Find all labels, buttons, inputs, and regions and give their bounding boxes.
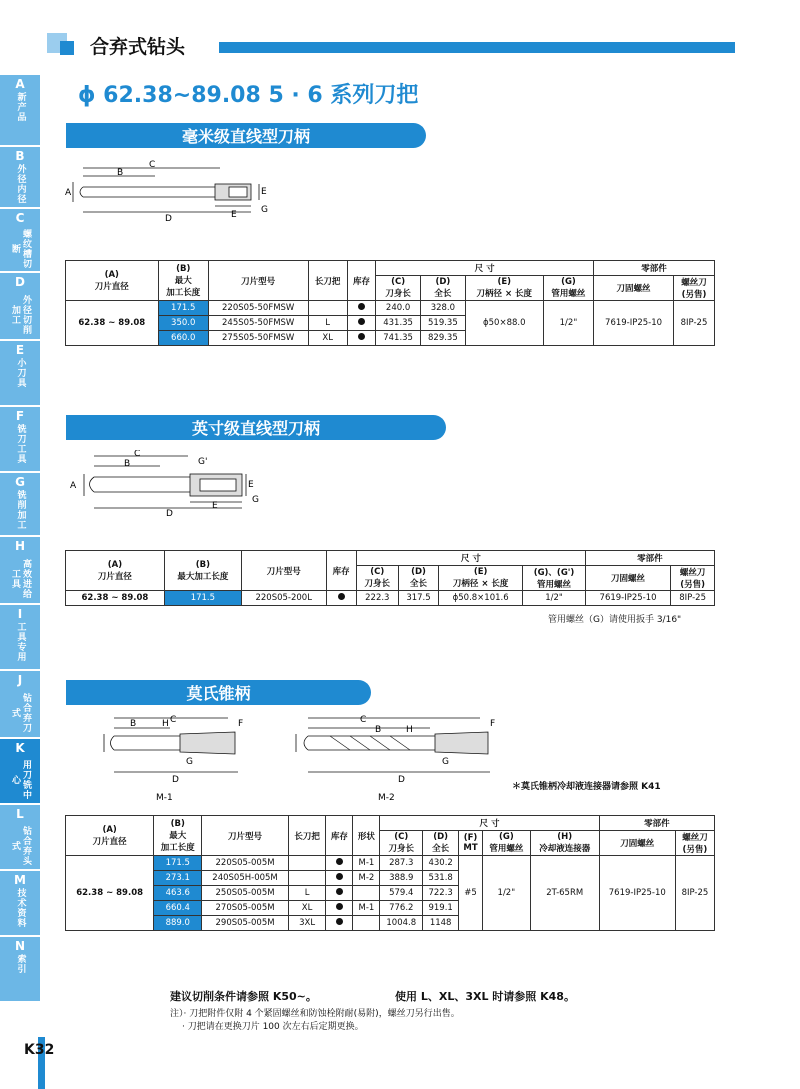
cell-type: XL xyxy=(288,901,326,916)
col-maxlen: (B) 最大 加工长度 xyxy=(158,261,208,301)
dim-b-label: B xyxy=(130,719,137,729)
cell-b: 350.0 xyxy=(158,316,208,331)
cell-d: 829.35 xyxy=(420,331,465,346)
col-e: (E) 刀柄径 × 长度 xyxy=(439,566,523,591)
cell-h: 2T-65RM xyxy=(530,856,599,931)
dim-c-label: C xyxy=(134,450,141,459)
cell-d: 519.35 xyxy=(420,316,465,331)
tab-letter: L xyxy=(16,807,24,821)
tab-letter: D xyxy=(15,275,25,289)
tab-letter: A xyxy=(15,77,25,91)
col-stock: 库存 xyxy=(326,816,353,856)
dim-d-label: D xyxy=(166,509,173,519)
cell-c: 741.35 xyxy=(376,331,421,346)
footer-cutting-ref: 建议切削条件请参照 K50~。 xyxy=(170,990,317,1003)
cell-dia: 62.38 ~ 89.08 xyxy=(66,301,159,346)
col-model: 刀片型号 xyxy=(241,551,326,591)
dim-h-label: H xyxy=(162,719,169,729)
cell-type xyxy=(308,301,347,316)
dim-b-label: B xyxy=(124,459,131,469)
stock-dot-icon xyxy=(336,903,343,910)
series-title: ϕ 62.38~89.08 5 · 6 系列刀把 xyxy=(78,83,419,108)
cell-screw: 7619-IP25-10 xyxy=(594,301,674,346)
tab-letter: M xyxy=(14,873,26,887)
dim-f-label: F xyxy=(490,719,496,729)
tab-letter: G xyxy=(15,475,25,489)
tab-f[interactable] xyxy=(0,407,40,473)
col-screw: 刀固螺丝 xyxy=(585,566,670,591)
tab-label: 用刀铣中心 xyxy=(10,759,31,800)
col-dia: (A) 刀片直径 xyxy=(66,551,165,591)
cell-c: 240.0 xyxy=(376,301,421,316)
dim-e-label: E xyxy=(212,501,218,511)
footer-note-2: · 刀把请在更换刀片 100 次左右后定期更换。 xyxy=(182,1022,364,1032)
cell-type: XL xyxy=(308,331,347,346)
col-shape: 形状 xyxy=(353,816,380,856)
cell-f: #5 xyxy=(459,856,483,931)
dim-f-label: F xyxy=(238,719,244,729)
col-size: 尺 寸 xyxy=(380,816,599,831)
cell-stock xyxy=(347,301,375,316)
cell-b: 171.5 xyxy=(164,591,241,606)
tab-n[interactable] xyxy=(0,937,40,1003)
dim-gp-label: G' xyxy=(198,457,208,467)
tab-h[interactable] xyxy=(0,537,40,605)
cell-stock xyxy=(326,901,353,916)
mm-spec-table xyxy=(65,260,715,346)
cell-dia: 62.38 ~ 89.08 xyxy=(66,856,154,931)
tab-label: 螺纹槽切断 xyxy=(10,228,31,269)
col-c: (C) 刀身长 xyxy=(380,831,423,856)
page-number: K32 xyxy=(24,1042,55,1058)
dim-h-label: H xyxy=(406,725,413,735)
dim-b-label: B xyxy=(117,168,124,178)
cell-type: 3XL xyxy=(288,916,326,931)
dim-e-label: E xyxy=(231,210,237,220)
cell-wrench: 8IP-25 xyxy=(675,856,714,931)
cell-screw: 7619-IP25-10 xyxy=(585,591,670,606)
m1-label: M-1 xyxy=(156,793,173,803)
cell-model: 270S05-005M xyxy=(202,901,289,916)
tab-g[interactable] xyxy=(0,473,40,537)
col-wrench: 螺丝刀 (另售) xyxy=(675,831,714,856)
inch-straight-shank-diagram xyxy=(70,450,270,522)
cell-c: 287.3 xyxy=(380,856,423,871)
morse-spec-table xyxy=(65,815,715,931)
col-parts: 零部件 xyxy=(585,551,714,566)
inch-spec-table xyxy=(65,550,715,606)
cell-b: 171.5 xyxy=(154,856,202,871)
cell-d: 328.0 xyxy=(420,301,465,316)
stock-dot-icon xyxy=(338,593,345,600)
tab-letter: I xyxy=(17,607,23,621)
tab-letter: F xyxy=(15,409,25,423)
col-type: 长刀把 xyxy=(308,261,347,301)
cell-b: 463.6 xyxy=(154,886,202,901)
tab-label: 技术资料 xyxy=(15,888,26,928)
cell-type xyxy=(288,856,326,871)
tab-letter: E xyxy=(15,343,25,357)
stock-dot-icon xyxy=(336,888,343,895)
header-bar xyxy=(219,42,735,53)
tab-k[interactable] xyxy=(0,739,40,805)
cell-b: 660.4 xyxy=(154,901,202,916)
col-parts: 零部件 xyxy=(599,816,714,831)
cell-shape xyxy=(353,886,380,901)
tab-m[interactable] xyxy=(0,871,40,937)
tab-letter: B xyxy=(15,149,25,163)
page-title: 合弃式钻头 xyxy=(90,36,186,58)
cell-type: L xyxy=(288,886,326,901)
cell-stock xyxy=(326,591,356,606)
tab-letter: J xyxy=(17,673,23,687)
cell-c: 1004.8 xyxy=(380,916,423,931)
cell-wrench: 8IP-25 xyxy=(674,301,715,346)
footer-length-ref: 使用 L、XL、3XL 时请参照 K48。 xyxy=(395,990,575,1003)
inch-table-note: 管用螺丝（G）请使用扳手 3/16" xyxy=(548,615,682,625)
cell-shape: M-1 xyxy=(353,856,380,871)
col-wrench: 螺丝刀 (另售) xyxy=(671,566,715,591)
cell-model: 275S05-50FMSW xyxy=(208,331,308,346)
tab-j[interactable] xyxy=(0,671,40,739)
col-type: 长刀把 xyxy=(288,816,326,856)
dim-c-label: C xyxy=(149,160,156,170)
cell-type: L xyxy=(308,316,347,331)
dim-g-label: G xyxy=(442,757,449,767)
cell-d: 722.3 xyxy=(423,886,459,901)
tab-label: 索引 xyxy=(15,954,26,974)
col-f: (F) MT xyxy=(459,831,483,856)
col-maxlen: (B) 最大 加工长度 xyxy=(154,816,202,856)
col-d: (D) 全长 xyxy=(420,276,465,301)
col-wrench: 螺丝刀 (另售) xyxy=(674,276,715,301)
cell-model: 250S05-005M xyxy=(202,886,289,901)
cell-stock xyxy=(347,316,375,331)
col-stock: 库存 xyxy=(347,261,375,301)
cell-stock xyxy=(326,916,353,931)
stock-dot-icon xyxy=(358,333,365,340)
tab-l[interactable] xyxy=(0,805,40,871)
header-square-dark xyxy=(60,41,74,55)
dim-b-label: B xyxy=(375,725,382,735)
dim-d-label: D xyxy=(398,775,405,785)
cell-c: 222.3 xyxy=(356,591,398,606)
col-screw: 刀固螺丝 xyxy=(594,276,674,301)
dim-e2-label: E xyxy=(248,480,254,490)
dim-c-label: C xyxy=(360,715,367,725)
tab-letter: H xyxy=(14,539,26,553)
cell-d: 430.2 xyxy=(423,856,459,871)
tab-label: 钻合弃刀式 xyxy=(10,692,31,733)
col-e: (E) 刀柄径 × 长度 xyxy=(465,276,543,301)
tab-letter: N xyxy=(14,939,26,953)
cell-model: 220S05-50FMSW xyxy=(208,301,308,316)
morse-note: ＊莫氏锥柄冷却液连接器请参照 K41 xyxy=(512,782,661,792)
cell-stock xyxy=(326,871,353,886)
col-c: (C) 刀身长 xyxy=(376,276,421,301)
cell-stock xyxy=(326,856,353,871)
tab-label: 外径切削加工 xyxy=(10,294,31,335)
dim-a-label: A xyxy=(65,188,72,198)
col-g: (G)、(G') 管用螺丝 xyxy=(523,566,586,591)
tab-label: 外径内径 xyxy=(15,164,26,204)
col-model: 刀片型号 xyxy=(202,816,289,856)
cell-stock xyxy=(326,886,353,901)
morse-m2-diagram xyxy=(290,712,500,804)
tab-a[interactable] xyxy=(0,75,40,147)
tab-label: 钻合弃头式 xyxy=(10,825,31,866)
cell-model: 220S05-200L xyxy=(241,591,326,606)
col-model: 刀片型号 xyxy=(208,261,308,301)
dim-d-label: D xyxy=(165,214,172,222)
cell-model: 220S05-005M xyxy=(202,856,289,871)
stock-dot-icon xyxy=(336,918,343,925)
section-banner-mm: 毫米级直线型刀柄 xyxy=(66,123,426,148)
col-g: (G) 管用螺丝 xyxy=(543,276,593,301)
col-maxlen: (B) 最大加工长度 xyxy=(164,551,241,591)
col-size: 尺 寸 xyxy=(376,261,594,276)
cell-screw: 7619-IP25-10 xyxy=(599,856,675,931)
col-g: (G) 管用螺丝 xyxy=(482,831,530,856)
tab-label: 小刀具 xyxy=(15,358,26,388)
tab-label: 工具专用 xyxy=(15,622,26,662)
tab-letter: K xyxy=(15,741,25,755)
cell-shape xyxy=(353,916,380,931)
cell-c: 579.4 xyxy=(380,886,423,901)
section-banner-inch: 英寸级直线型刀柄 xyxy=(66,415,446,440)
tab-letter: C xyxy=(15,211,25,225)
tab-label: 新产品 xyxy=(15,92,26,122)
cell-g: 1/2" xyxy=(523,591,586,606)
cell-d: 919.1 xyxy=(423,901,459,916)
cell-c: 776.2 xyxy=(380,901,423,916)
cell-wrench: 8IP-25 xyxy=(671,591,715,606)
dim-g-label: G xyxy=(252,495,259,505)
tab-label: 铣刀工具 xyxy=(15,424,26,464)
cell-g: 1/2" xyxy=(543,301,593,346)
dim-a-label: A xyxy=(70,481,77,491)
tab-label: 高效进给工具 xyxy=(10,558,31,599)
cell-b: 273.1 xyxy=(154,871,202,886)
col-d: (D) 全长 xyxy=(398,566,438,591)
cell-dia: 62.38 ~ 89.08 xyxy=(66,591,165,606)
col-c: (C) 刀身长 xyxy=(356,566,398,591)
col-h: (H) 冷却液连接器 xyxy=(530,831,599,856)
col-dia: (A) 刀片直径 xyxy=(66,261,159,301)
cell-type xyxy=(288,871,326,886)
dim-g-label: G xyxy=(186,757,193,767)
tab-e[interactable] xyxy=(0,341,40,407)
footer-note-1: 注）· 刀把附件仅附 4 个紧固螺丝和防蚀栓附耐(易附)，螺丝刀另行出售。 xyxy=(170,1009,460,1019)
col-parts: 零部件 xyxy=(594,261,715,276)
tab-d[interactable] xyxy=(0,273,40,341)
cell-model: 245S05-50FMSW xyxy=(208,316,308,331)
cell-d: 1148 xyxy=(423,916,459,931)
morse-m1-diagram xyxy=(100,712,260,804)
stock-dot-icon xyxy=(358,303,365,310)
cell-model: 240S05H-005M xyxy=(202,871,289,886)
cell-b: 171.5 xyxy=(158,301,208,316)
tab-b[interactable] xyxy=(0,147,40,209)
dim-e2-label: E xyxy=(261,187,267,197)
cell-shape: M-2 xyxy=(353,871,380,886)
stock-dot-icon xyxy=(336,873,343,880)
section-banner-morse: 莫氏锥柄 xyxy=(66,680,371,705)
cell-model: 290S05-005M xyxy=(202,916,289,931)
col-screw: 刀固螺丝 xyxy=(599,831,675,856)
cell-stock xyxy=(347,331,375,346)
dim-c-label: C xyxy=(170,715,177,725)
col-d: (D) 全长 xyxy=(423,831,459,856)
tab-label: 铣削加工 xyxy=(15,490,26,530)
col-dia: (A) 刀片直径 xyxy=(66,816,154,856)
dim-g-label: G xyxy=(261,205,268,215)
tab-i[interactable] xyxy=(0,605,40,671)
cell-shape: M-1 xyxy=(353,901,380,916)
m2-label: M-2 xyxy=(378,793,395,803)
cell-b: 660.0 xyxy=(158,331,208,346)
col-stock: 库存 xyxy=(326,551,356,591)
tab-c[interactable] xyxy=(0,209,40,273)
col-size: 尺 寸 xyxy=(356,551,585,566)
cell-d: 317.5 xyxy=(398,591,438,606)
cell-g: 1/2" xyxy=(482,856,530,931)
cell-e: ϕ50.8×101.6 xyxy=(439,591,523,606)
stock-dot-icon xyxy=(358,318,365,325)
cell-d: 531.8 xyxy=(423,871,459,886)
cell-e: ϕ50×88.0 xyxy=(465,301,543,346)
cell-c: 388.9 xyxy=(380,871,423,886)
stock-dot-icon xyxy=(336,858,343,865)
mm-straight-shank-diagram xyxy=(65,160,285,222)
dim-d-label: D xyxy=(172,775,179,785)
cell-b: 889.0 xyxy=(154,916,202,931)
cell-c: 431.35 xyxy=(376,316,421,331)
